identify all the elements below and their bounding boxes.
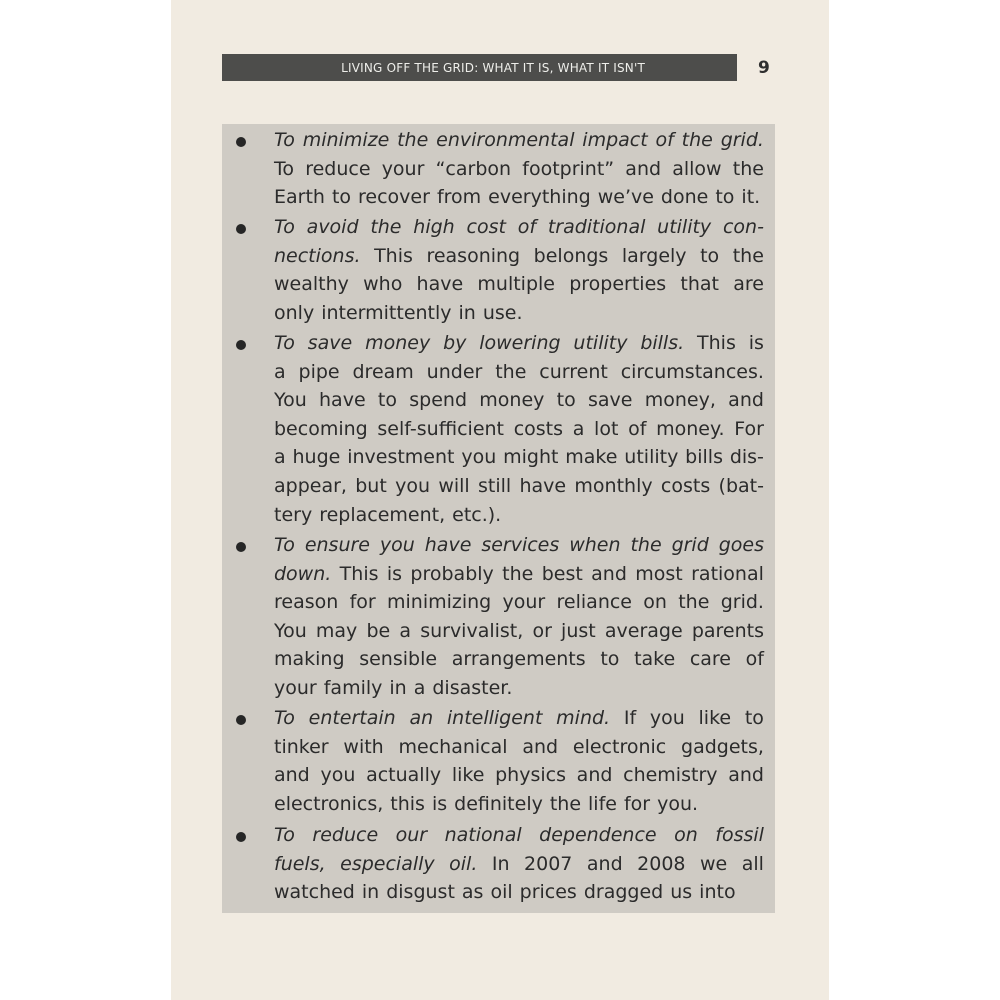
page-number: 9 (758, 58, 770, 78)
text-line: tinker with mechanical and electronic gadgets, (274, 735, 764, 758)
text-line: tery replacement, etc.). (274, 503, 502, 526)
text-line: only intermittently in use. (274, 301, 523, 324)
text-line: a pipe dream under the current circumstances. (274, 360, 764, 383)
bullet-text (274, 126, 774, 212)
text-line: To minimize the environmental impact of the grid. (274, 129, 764, 151)
text-line: To save money by lowering utility bills. This is (274, 332, 764, 354)
text-line: fuels, especially oil. In 2007 and 2008 we all (274, 852, 764, 875)
text-line: To avoid the high cost of traditional utility con- (274, 216, 764, 238)
text-line: down. This is probably the best and most rational (274, 562, 764, 585)
text-line: your family in a disaster. (274, 676, 513, 699)
text-line: To ensure you have services when the grid goes (274, 534, 764, 556)
text-line: Earth to recover from everything we’ve done to it. (274, 186, 761, 209)
text-line: a huge investment you might make utility bills dis- (274, 446, 764, 469)
text-line: electronics, this is definitely the life for you. (274, 792, 699, 815)
text-line: To reduce our national dependence on fossil (274, 824, 764, 846)
text-line: watched in disgust as oil prices dragged us into (274, 881, 736, 904)
text-line: reason for minimizing your reliance on the grid. (274, 591, 764, 614)
text-line: becoming self-sufficient costs a lot of money. For (274, 417, 764, 440)
text-line: To entertain an intelligent mind. If you like to (274, 707, 764, 729)
bullet-text (274, 704, 774, 818)
text-line: To reduce your “carbon footprint” and allow the (274, 157, 764, 180)
bullet-text (274, 329, 774, 529)
bullet-text (274, 821, 774, 907)
text-line: making sensible arrangements to take care of (274, 648, 764, 671)
text-line: You may be a survivalist, or just average parents (274, 619, 764, 642)
running-title: LIVING OFF THE GRID: WHAT IT IS, WHAT IT ISN'T (341, 60, 645, 75)
bullet-text (274, 531, 774, 703)
text-line: You have to spend money to save money, and (274, 389, 764, 412)
text-line: nections. This reasoning belongs largely to the (274, 244, 764, 267)
running-header (222, 54, 737, 81)
text-line: and you actually like physics and chemistry and (274, 764, 764, 787)
text-line: appear, but you will still have monthly costs (bat- (274, 474, 764, 497)
bullet-text (274, 213, 774, 327)
text-line: wealthy who have multiple properties that are (274, 273, 764, 296)
